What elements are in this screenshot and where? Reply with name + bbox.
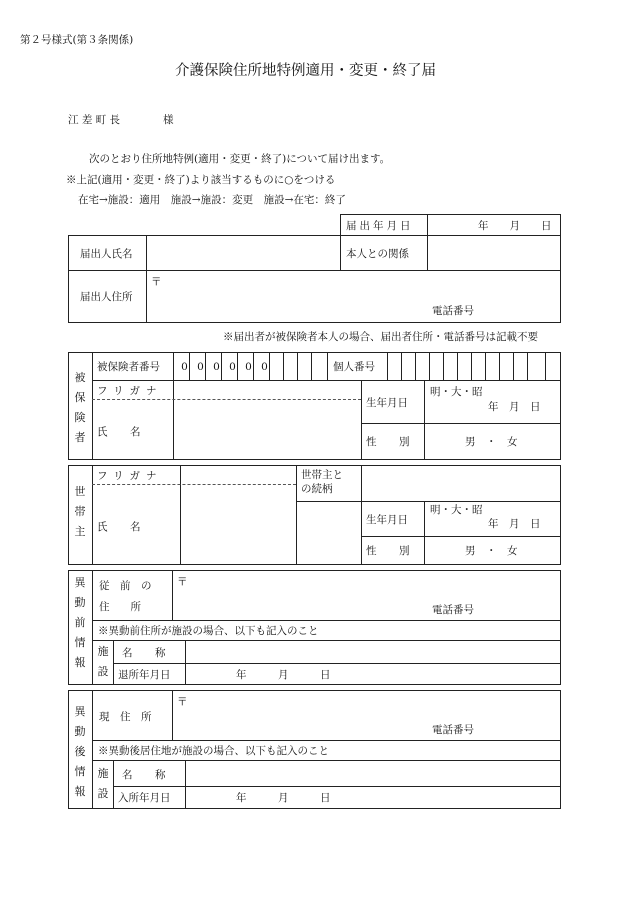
- householder-furigana-field[interactable]: [183, 467, 293, 483]
- insured-number-digit[interactable]: 0: [229, 361, 236, 373]
- householder-furigana-label: フリガナ: [97, 470, 163, 482]
- previous-address-field[interactable]: [190, 573, 556, 601]
- applicant-note: ※届出者が被保険者本人の場合、届出者住所・電話番号は記載不要: [223, 331, 538, 343]
- before-phone-label: 電話番号: [432, 604, 474, 616]
- relation-label: 本人との関係: [346, 248, 409, 260]
- before-facility-label: 施設: [97, 645, 109, 678]
- applicant-name-label: 届出人氏名: [80, 248, 133, 260]
- previous-address-label-2: 住 所: [99, 601, 141, 613]
- intro-text: 次のとおり住所地特例(適用・変更・終了)について届け出ます。: [89, 153, 391, 165]
- phone-label: 電話番号: [432, 305, 474, 317]
- after-facility-name-label: 名 称: [122, 769, 172, 781]
- before-move-section-label: 異動前情報: [74, 576, 86, 669]
- after-move-section-label: 異動後情報: [74, 705, 86, 798]
- circle-note: ※上記(適用・変更・終了)より該当するものに○をつける: [66, 174, 336, 186]
- submit-date-field[interactable]: 年 月 日: [478, 220, 552, 232]
- before-facility-note: ※異動前住所が施設の場合、以下も記入のこと: [98, 625, 319, 637]
- relation-to-head-label-2: の続柄: [301, 483, 333, 495]
- insured-number-digit[interactable]: 0: [261, 361, 268, 373]
- applicant-address-label: 届出人住所: [80, 291, 133, 303]
- relation-field[interactable]: [431, 238, 557, 268]
- current-address-field[interactable]: [190, 693, 556, 721]
- current-address-label: 現 住 所: [99, 711, 152, 723]
- after-facility-note: ※異動後居住地が施設の場合、以下も記入のこと: [98, 745, 329, 757]
- addressee: 江 差 町 長: [68, 114, 121, 126]
- householder-sex-value[interactable]: 男 ・ 女: [465, 545, 518, 557]
- insured-birth-label: 生年月日: [366, 397, 408, 409]
- move-in-date-field[interactable]: 年 月 日: [236, 792, 331, 804]
- householder-birth-date[interactable]: 年 月 日: [488, 518, 541, 530]
- move-out-date-label: 退所年月日: [118, 669, 171, 681]
- postal-mark: 〒: [151, 276, 162, 288]
- insured-number-digit[interactable]: 0: [181, 361, 188, 373]
- householder-name-field[interactable]: [183, 488, 293, 562]
- after-phone-label: 電話番号: [432, 724, 474, 736]
- insured-birth-date[interactable]: 年 月 日: [488, 401, 541, 413]
- relation-to-head-label-1: 世帯主と: [301, 469, 343, 481]
- insured-number-digit[interactable]: 0: [213, 361, 220, 373]
- householder-birth-label: 生年月日: [366, 514, 408, 526]
- householder-section-label: 世帯主: [74, 485, 86, 538]
- after-facility-label: 施設: [97, 767, 109, 800]
- previous-address-label-1: 従 前 の: [99, 580, 152, 592]
- move-in-date-label: 入所年月日: [118, 792, 171, 804]
- insured-sex-label: 性 別: [366, 436, 416, 448]
- after-facility-name-field[interactable]: [188, 763, 558, 784]
- addressee-sama: 様: [163, 114, 174, 126]
- householder-sex-label: 性 別: [366, 545, 416, 557]
- householder-name-label: 氏 名: [97, 521, 147, 533]
- legend-text: 在宅→施設：適用 施設→施設：変更 施設→在宅：終了: [78, 194, 346, 206]
- insured-sex-value[interactable]: 男 ・ 女: [465, 436, 518, 448]
- before-facility-name-field[interactable]: [188, 643, 558, 661]
- form-title: 介護保険住所地特例適用・変更・終了届: [175, 63, 436, 79]
- personal-number-label: 個人番号: [333, 361, 375, 373]
- move-out-date-field[interactable]: 年 月 日: [236, 669, 331, 681]
- submit-date-label: 届出年月日: [346, 220, 414, 232]
- before-postal-mark: 〒: [177, 576, 188, 588]
- insured-number-label: 被保険者番号: [97, 361, 160, 373]
- insured-section-label: 被保険者: [74, 371, 86, 444]
- insured-name-field[interactable]: [176, 402, 358, 458]
- insured-number-digit[interactable]: 0: [197, 361, 204, 373]
- form-number: 第２号様式(第３条関係): [20, 34, 134, 46]
- insured-furigana-field[interactable]: [176, 382, 358, 398]
- insured-era[interactable]: 明・大・昭: [430, 386, 483, 398]
- insured-number-digit[interactable]: 0: [245, 361, 252, 373]
- householder-era[interactable]: 明・大・昭: [430, 504, 483, 516]
- applicant-address-field[interactable]: [165, 273, 555, 301]
- insured-name-label: 氏 名: [97, 426, 147, 438]
- relation-to-head-field[interactable]: [364, 467, 558, 499]
- applicant-name-field[interactable]: [150, 238, 336, 268]
- after-postal-mark: 〒: [177, 696, 188, 708]
- insured-furigana-label: フリガナ: [97, 385, 163, 397]
- before-facility-name-label: 名 称: [122, 647, 172, 659]
